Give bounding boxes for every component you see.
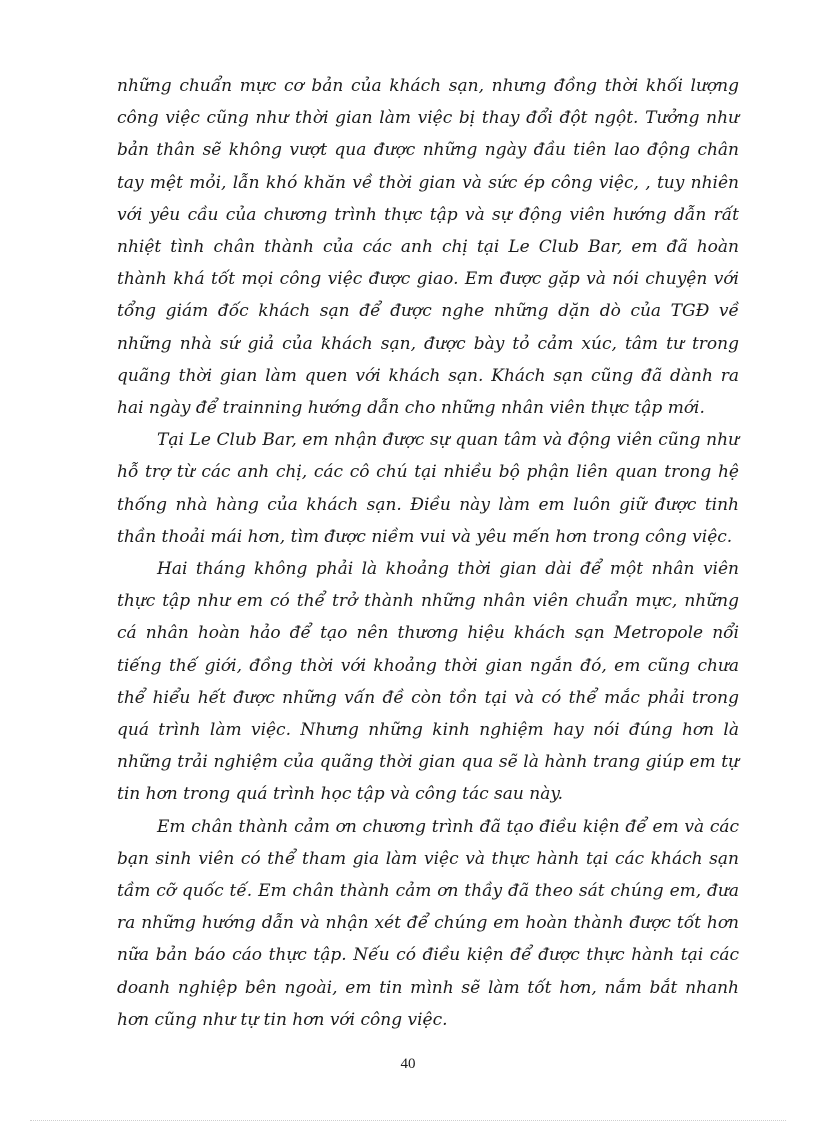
body-text [117,70,739,1036]
paragraph-le-club-bar: Tại Le Club Bar, em nhận được sự quan tâm và động viên cũng như hỗ trợ từ các anh chị, các cô chú tại nhiều bộ phận liên quan trong hệ thống nhà hàng của khách sạn. Điều này làm em luôn giữ được tinh thần thoải mái hơn, tìm được niềm vui và yêu mến hơn trong công việc. [117,430,739,547]
paragraph-thanks: Em chân thành cảm ơn chương trình đã tạo điều kiện để em và các bạn sinh viên có thể tham gia làm việc và thực hành tại các khách sạn tầm cỡ quốc tế. Em chân thành cảm ơn thầy đã theo sát chúng em, đưa ra những hướng dẫn và nhận xét để chúng em hoàn thành được tốt hơn nữa bản báo cáo thực tập. Nếu có điều kiện để được thực hành tại các doanh nghiệp bên ngoài, em tin mình sẽ làm tốt hơn, nắm bắt nhanh hơn cũng như tự tin hơn với công việc. [117,816,739,1030]
page-number: 40 [400,1056,416,1072]
paragraph-two-months: Hai tháng không phải là khoảng thời gian dài để một nhân viên thực tập như em có thể trở thành những nhân viên chuẩn mực, những cá nhân hoàn hảo để tạo nên thương hiệu khách sạn Metropole nổi tiếng thế giới, đồng thời với khoảng thời gian ngắn đó, em cũng chưa thể hiểu hết được những vấn đề còn tồn tại và có thể mắc phải trong quá trình làm việc. Nhưng những kinh nghiệm hay nói đúng hơn là những trải nghiệm của quãng thời gian qua sẽ là hành trang giúp em tự tin hơn trong quá trình học tập và công tác sau này. [117,559,739,805]
page-bottom-divider [30,1120,786,1121]
paragraph-continuation: những chuẩn mực cơ bản của khách sạn, nhưng đồng thời khối lượng công việc cũng như thời gian làm việc bị thay đổi đột ngột. Tưởng như bản thân sẽ không vượt qua được những ngày đầu tiên lao động chân tay mệt mỏi, lẫn khó khăn về thời gian và sức ép công việc, , tuy nhiên với yêu cầu của chương trình thực tập và sự động viên hướng dẫn rất nhiệt tình chân thành của các anh chị tại Le Club Bar, em đã hoàn thành khá tốt mọi công việc được giao. Em được gặp và nói chuyện với tổng giám đốc khách sạn để được nghe những dặn dò của TGĐ về những nhà sứ giả của khách sạn, được bày tỏ cảm xúc, tâm tư trong quãng thời gian làm quen với khách sạn. Khách sạn cũng đã dành ra hai ngày để trainning hướng dẫn cho những nhân viên thực tập mới. [117,76,739,419]
